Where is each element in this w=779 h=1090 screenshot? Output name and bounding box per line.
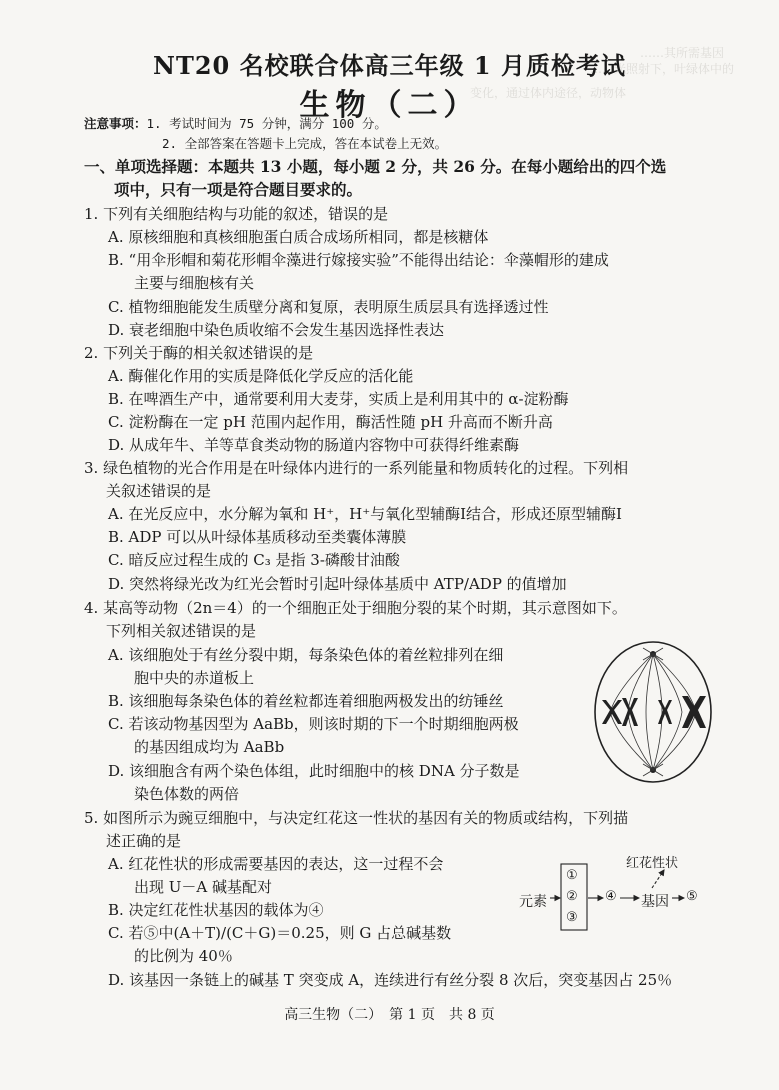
option: A. 酶催化作用的实质是降低化学反应的活化能 bbox=[108, 367, 414, 385]
option-cont: 出现 U－A 碱基配对 bbox=[134, 878, 273, 896]
option: B. 决定红花性状基因的载体为④ bbox=[108, 901, 324, 919]
note-item: 2. 全部答案在答题卡上完成，答在本试卷上无效。 bbox=[162, 136, 448, 151]
question-stem-cont: 关叙述错误的是 bbox=[106, 482, 212, 500]
option: D. 突然将绿光改为红光会暂时引起叶绿体基质中 ATP/ADP 的值增加 bbox=[108, 575, 567, 593]
cell-division-figure bbox=[588, 638, 718, 786]
box-item-2: ② bbox=[566, 889, 578, 904]
flow-arrows bbox=[540, 858, 700, 938]
option: D. 衰老细胞中染色质收缩不会发生基因选择性表达 bbox=[108, 321, 445, 339]
option: A. 原核细胞和真核细胞蛋白质合成场所相同，都是核糖体 bbox=[108, 228, 489, 246]
notes-line-1 bbox=[84, 114, 387, 132]
trait-label: 红花性状 bbox=[626, 856, 679, 871]
section-heading-cont: 项中，只有一项是符合题目要求的。 bbox=[114, 180, 363, 199]
option: C. 若⑤中(A＋T)/(C＋G)＝0.25，则 G 占总碱基数 bbox=[108, 924, 452, 942]
exam-subject: 生物（二） bbox=[299, 88, 480, 123]
section-heading: 一、单项选择题：本题共 13 小题，每小题 2 分，共 26 分。在每小题给出的四个选 bbox=[84, 157, 667, 176]
option: A. 在光反应中，水分解为氧和 H⁺，H⁺与氧化型辅酶Ⅰ结合，形成还原型辅酶Ⅰ bbox=[108, 505, 622, 523]
question-stem: 3. 绿色植物的光合作用是在叶绿体内进行的一系列能量和物质转化的过程。下列相 bbox=[84, 459, 629, 477]
element-label: 元素 bbox=[519, 894, 547, 910]
question-stem-cont: 述正确的是 bbox=[106, 832, 182, 850]
option-cont: 的比例为 40％ bbox=[134, 947, 233, 965]
question-stem: 4. 某高等动物（2n＝4）的一个细胞正处于细胞分裂的某个时期，其示意图如下。 bbox=[84, 599, 627, 617]
option: D. 从成年牛、羊等草食类动物的肠道内容物中可获得纤维素酶 bbox=[108, 436, 520, 454]
option: B. 在啤酒生产中，通常要利用大麦芽，实质上是利用其中的 α-淀粉酶 bbox=[108, 390, 569, 408]
bleed-text: 变化，通过体内途径，动物体 bbox=[470, 86, 627, 100]
option-cont: 主要与细胞核有关 bbox=[134, 274, 255, 292]
question-stem-cont: 下列相关叙述错误的是 bbox=[106, 622, 257, 640]
question-stem: 2. 下列关于酶的相关叙述错误的是 bbox=[84, 344, 314, 362]
option: B. 该细胞每条染色体的着丝粒都连着细胞两极发出的纺锤丝 bbox=[108, 692, 504, 710]
option: D. 该基因一条链上的碱基 T 突变成 A，连续进行有丝分裂 8 次后，突变基因占 25％ bbox=[108, 971, 673, 989]
bleed-text: ……光照射下，叶绿体中的 bbox=[590, 62, 735, 76]
option: C. 植物细胞能发生质壁分离和复原，表明原生质层具有选择透过性 bbox=[108, 298, 549, 316]
question-stem: 1. 下列有关细胞结构与功能的叙述，错误的是 bbox=[84, 205, 389, 223]
option: B. ADP 可以从叶绿体基质移动至类囊体薄膜 bbox=[108, 528, 407, 546]
option-cont: 胞中央的赤道板上 bbox=[134, 669, 255, 687]
exam-title: NT20 名校联合体高三年级 1 月质检考试 bbox=[153, 51, 626, 80]
page-footer: 高三生物（二） 第 1 页 共 8 页 bbox=[284, 1007, 495, 1023]
option: A. 红花性状的形成需要基因的表达，这一过程不会 bbox=[108, 855, 444, 873]
box-item-1: ① bbox=[566, 868, 578, 883]
notes-label: 注意事项： bbox=[84, 116, 147, 131]
gene-label: 基因 bbox=[641, 894, 669, 910]
option: B. “用伞形帽和菊花形帽伞藻进行嫁接实验”不能得出结论：伞藻帽形的建成 bbox=[108, 251, 609, 269]
question-stem: 5. 如图所示为豌豆细胞中，与决定红花这一性状的基因有关的物质或结构，下列描 bbox=[84, 809, 629, 827]
note-item: 1. 考试时间为 75 分钟，满分 100 分。 bbox=[146, 116, 387, 131]
option: C. 若该动物基因型为 AaBb，则该时期的下一个时期细胞两极 bbox=[108, 715, 519, 733]
option: D. 该细胞含有两个染色体组，此时细胞中的核 DNA 分子数是 bbox=[108, 762, 520, 780]
option-cont: 的基因组成均为 AaBb bbox=[134, 738, 285, 756]
option-cont: 染色体数的两倍 bbox=[134, 785, 240, 803]
option: C. 暗反应过程生成的 C₃ 是指 3-磷酸甘油酸 bbox=[108, 551, 400, 569]
box-item-3: ③ bbox=[566, 910, 578, 925]
bleed-text: ……其所需基因 bbox=[640, 46, 725, 60]
option: A. 该细胞处于有丝分裂中期，每条染色体的着丝粒排列在细 bbox=[108, 646, 504, 664]
node-4: ④ bbox=[605, 889, 617, 904]
node-5: ⑤ bbox=[686, 889, 698, 904]
option: C. 淀粉酶在一定 pH 范围内起作用，酶活性随 pH 升高而不断升高 bbox=[108, 413, 553, 431]
